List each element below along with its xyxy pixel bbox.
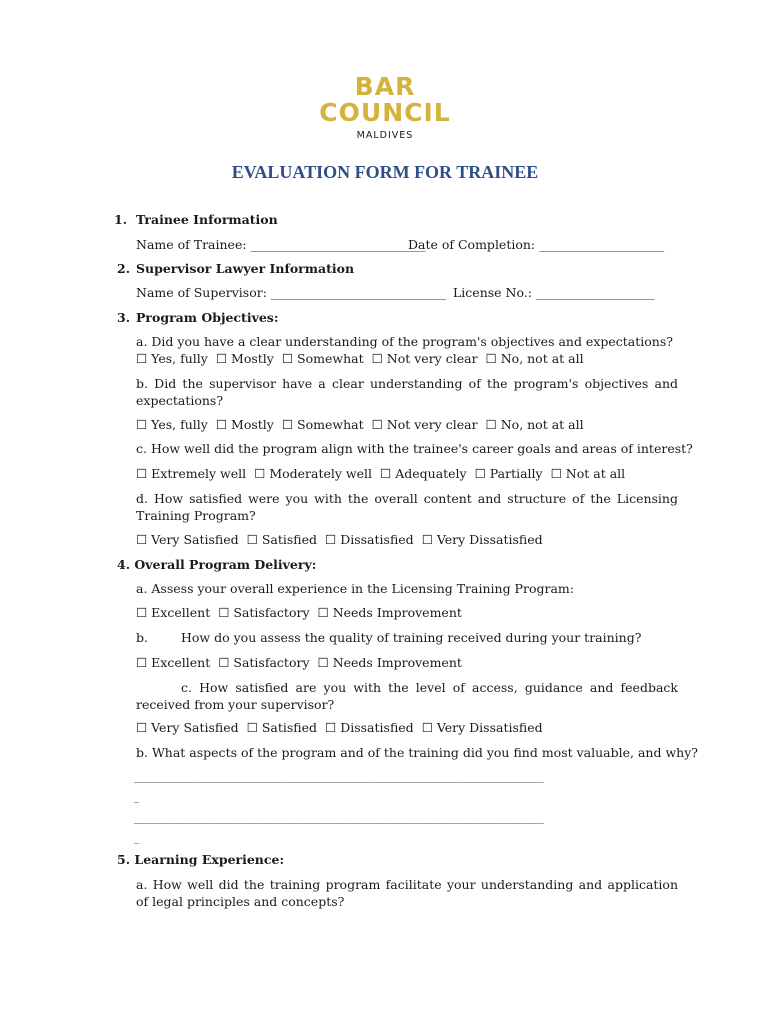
section-2-number: 2. bbox=[117, 261, 131, 276]
option-3d-4[interactable]: ☐ Very Dissatisfied bbox=[421, 532, 543, 547]
option-3b-5[interactable]: ☐ No, not at all bbox=[485, 417, 584, 432]
logo-line-bar: BAR bbox=[354, 72, 416, 101]
option-3a-2[interactable]: ☐ Mostly bbox=[215, 351, 274, 366]
option-4a-3[interactable]: ☐ Needs Improvement bbox=[317, 605, 462, 620]
bar-council-logo bbox=[318, 74, 452, 141]
option-4c-2[interactable]: ☐ Satisfied bbox=[246, 720, 318, 735]
option-4b-1[interactable]: ☐ Excellent bbox=[136, 655, 211, 670]
option-3c-4[interactable]: ☐ Partially bbox=[474, 466, 543, 481]
options-3b bbox=[136, 417, 584, 433]
option-4b-3[interactable]: ☐ Needs Improvement bbox=[317, 655, 462, 670]
question-4c bbox=[136, 679, 678, 713]
option-3c-1[interactable]: ☐ Extremely well bbox=[136, 466, 247, 481]
trainee-name-field[interactable]: Name of Trainee: ____________________________ bbox=[136, 237, 426, 252]
option-3b-3[interactable]: ☐ Somewhat bbox=[281, 417, 364, 432]
question-4b-letter: b. bbox=[136, 630, 148, 645]
section-3-heading: Program Objectives: bbox=[136, 310, 279, 325]
section-1-heading: Trainee Information bbox=[136, 212, 278, 227]
option-4c-1[interactable]: ☐ Very Satisfied bbox=[136, 720, 239, 735]
option-3b-1[interactable]: ☐ Yes, fully bbox=[136, 417, 208, 432]
option-4c-3[interactable]: ☐ Dissatisfied bbox=[325, 720, 414, 735]
section-2-heading: Supervisor Lawyer Information bbox=[136, 261, 355, 276]
option-3c-2[interactable]: ☐ Moderately well bbox=[254, 466, 373, 481]
form-title: EVALUATION FORM FOR TRAINEE bbox=[231, 162, 539, 182]
question-4c-letter: c. bbox=[181, 680, 192, 695]
answer-line-2[interactable]: _____________________________________________________________________________________________ bbox=[134, 813, 544, 824]
section-3-number: 3. bbox=[117, 310, 131, 325]
option-4c-4[interactable]: ☐ Very Dissatisfied bbox=[421, 720, 543, 735]
option-3c-5[interactable]: ☐ Not at all bbox=[550, 466, 626, 481]
answer-line-2-tail: _ bbox=[134, 833, 139, 844]
question-4b: How do you assess the quality of training received during your training? bbox=[181, 630, 642, 645]
logo-line-maldives: MALDIVES bbox=[356, 130, 414, 141]
option-3b-2[interactable]: ☐ Mostly bbox=[215, 417, 274, 432]
options-4a bbox=[136, 605, 462, 621]
question-3a: a. Did you have a clear understanding of the program's objectives and expectations? bbox=[136, 334, 673, 349]
options-3c bbox=[136, 466, 625, 482]
question-4a: a. Assess your overall experience in the Licensing Training Program: bbox=[136, 581, 574, 596]
option-3c-3[interactable]: ☐ Adequately bbox=[380, 466, 467, 481]
question-4d: b. What aspects of the program and of the training did you find most valuable, and why? bbox=[136, 745, 698, 760]
question-3c: c. How well did the program align with the trainee's career goals and areas of interest? bbox=[136, 441, 693, 456]
option-3a-4[interactable]: ☐ Not very clear bbox=[371, 351, 478, 366]
completion-date-field[interactable]: Date of Completion: ____________________ bbox=[408, 237, 665, 252]
option-4a-2[interactable]: ☐ Satisfactory bbox=[218, 605, 310, 620]
option-4b-2[interactable]: ☐ Satisfactory bbox=[218, 655, 310, 670]
section-5-heading: 5. Learning Experience: bbox=[117, 852, 285, 867]
answer-line-1[interactable]: _____________________________________________________________________________________________ bbox=[134, 772, 544, 783]
section-4-heading: 4. Overall Program Delivery: bbox=[117, 557, 317, 572]
answer-line-1-tail: _ bbox=[134, 792, 139, 803]
options-4c bbox=[136, 720, 543, 736]
option-3b-4[interactable]: ☐ Not very clear bbox=[371, 417, 478, 432]
option-3d-1[interactable]: ☐ Very Satisfied bbox=[136, 532, 239, 547]
option-4a-1[interactable]: ☐ Excellent bbox=[136, 605, 211, 620]
option-3a-3[interactable]: ☐ Somewhat bbox=[281, 351, 364, 366]
license-number-field[interactable]: License No.: ___________________ bbox=[453, 285, 655, 300]
options-3a bbox=[136, 351, 584, 367]
question-5a: a. How well did the training program facilitate your understanding and application of legal principles and concepts? bbox=[136, 877, 678, 909]
option-3a-5[interactable]: ☐ No, not at all bbox=[485, 351, 584, 366]
section-1-number: 1. bbox=[114, 212, 128, 227]
option-3d-3[interactable]: ☐ Dissatisfied bbox=[325, 532, 414, 547]
logo-line-council: COUNCIL bbox=[319, 98, 451, 127]
question-4c-text: How satisfied are you with the level of access, guidance and feedback received from your supervisor? bbox=[136, 680, 678, 712]
question-3d: d. How satisfied were you with the overall content and structure of the Licensing Training Program? bbox=[136, 491, 678, 523]
question-3b: b. Did the supervisor have a clear understanding of the program's objectives and expectations? bbox=[136, 376, 678, 408]
options-3d bbox=[136, 532, 543, 548]
option-3a-1[interactable]: ☐ Yes, fully bbox=[136, 351, 208, 366]
supervisor-name-field[interactable]: Name of Supervisor: ____________________________ bbox=[136, 285, 446, 300]
options-4b bbox=[136, 655, 462, 671]
option-3d-2[interactable]: ☐ Satisfied bbox=[246, 532, 318, 547]
